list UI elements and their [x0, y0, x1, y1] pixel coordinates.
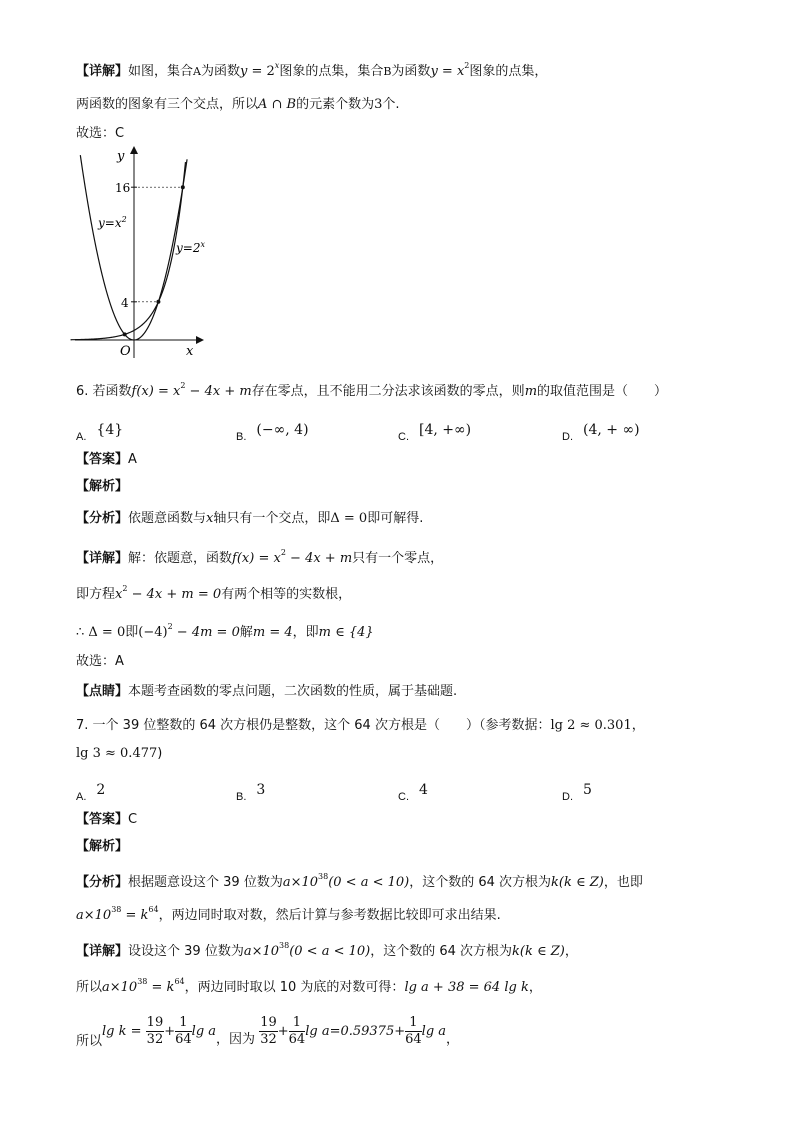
q6-option-a: A. {4} — [76, 422, 124, 443]
q6-equation: 即方程$x^2 - 4x + m = 0$有两个相等的实数根， — [76, 584, 352, 602]
q6-choice: 故选：A — [76, 654, 124, 669]
q6-answer: 【答案】A — [76, 452, 137, 467]
q7-detail-line3: 所以lg k = $\frac{19}{32}$ + $\frac{1}{64}$ lg a，因为 $\frac{19}{32}$ + $\frac{1}{64}$ lg a=0.59375+ $\frac{1}{64}$ lg a， — [76, 1015, 460, 1049]
q6-option-c: C. [4, +∞) — [398, 422, 472, 443]
y-axis-label: y — [117, 149, 125, 164]
intersection-point-1 — [123, 332, 127, 336]
q6-analysis-tag: 【解析】 — [76, 479, 129, 494]
curve-label-2x: $y=2^x$ — [176, 240, 205, 255]
fraction-1-64: $\frac{1}{64}$ — [175, 1015, 192, 1047]
q6-option-d: D. (4, + ∞) — [562, 422, 640, 443]
origin-label: O — [120, 344, 131, 359]
q6-fenxi: 【分析】依题意函数与x轴只有一个交点，即Δ = 0即可解得. — [76, 511, 424, 526]
tick-label-4: 4 — [121, 296, 129, 310]
detail-tag: 【详解】 — [76, 64, 129, 79]
q5-detail-line1: 【详解】如图，集合A为函数$y = 2^x$图象的点集，集合B为函数$y = x^2$图象的点集， — [76, 61, 548, 79]
curve-label-x2: $y=x^2$ — [98, 215, 127, 230]
q7-option-d: D. 5 — [562, 782, 592, 803]
fraction-1-64-b: $\frac{1}{64}$ — [288, 1015, 306, 1047]
q5-choice: 故选：C — [76, 126, 125, 141]
q6-solution: ∴ Δ = 0即$(-4)^2 - 4m = 0$解m = 4，即m ∈ {4} — [76, 622, 374, 640]
tick-label-16: 16 — [115, 181, 131, 195]
q7-option-c: C. 4 — [398, 782, 428, 803]
fraction-19-32-b: $\frac{19}{32}$ — [260, 1015, 277, 1047]
q7-option-b: B. 3 — [236, 782, 266, 803]
q7-analysis-tag: 【解析】 — [76, 839, 129, 854]
q6-option-b: B. (−∞, 4) — [236, 422, 309, 443]
q7-answer: 【答案】C — [76, 812, 138, 827]
q5-detail-line2: 两函数的图象有三个交点，所以A ∩ B的元素个数为3个. — [76, 97, 400, 112]
q6-comment: 【点睛】本题考查函数的零点问题，二次函数的性质，属于基础题. — [76, 684, 458, 699]
function-graph — [70, 145, 205, 360]
q7-stem: 7. 一个 39 位整数的 64 次方根仍是整数，这个 64 次方根是（ ）（参考数据：lg 2 ≈ 0.301， — [76, 718, 645, 733]
intersection-expr: A ∩ B — [258, 97, 297, 112]
x-axis-label: x — [186, 344, 194, 359]
q7-stem-line2: lg 3 ≈ 0.477) — [76, 746, 163, 761]
q7-detail-line1: 【详解】设设这个 39 位数为$a\times 10^{38}(0 < a < 10)$，这个数的 64 次方根为k(k ∈ Z)， — [76, 941, 578, 959]
fraction-1-64-c: $\frac{1}{64}$ — [405, 1015, 422, 1047]
q7-detail-line2: 所以$a\times 10^{38} = k^{64}$，两边同时取以 10 为底的对数可得：lg a + 38 = 64 lg k， — [76, 977, 542, 995]
q7-fenxi-line1: 【分析】根据题意设这个 39 位数为$a\times 10^{38}(0 < a < 10)$，这个数的 64 次方根为k(k ∈ Z)，也即 — [76, 872, 643, 890]
fraction-19-32: $\frac{19}{32}$ — [146, 1015, 164, 1047]
q7-option-a: A. 2 — [76, 782, 106, 803]
q6-stem: 6. 若函数$f(x) = x^2 - 4x + m$存在零点，且不能用二分法求该函数的零点，则m的取值范围是（ ） — [76, 381, 668, 399]
q7-fenxi-line2: $a\times 10^{38} = k^{64}$，两边同时取对数，然后计算与参考数据比较即可求出结果. — [76, 905, 501, 923]
q6-detail: 【详解】解：依题意，函数$f(x) = x^2 - 4x + m$只有一个零点， — [76, 548, 444, 566]
